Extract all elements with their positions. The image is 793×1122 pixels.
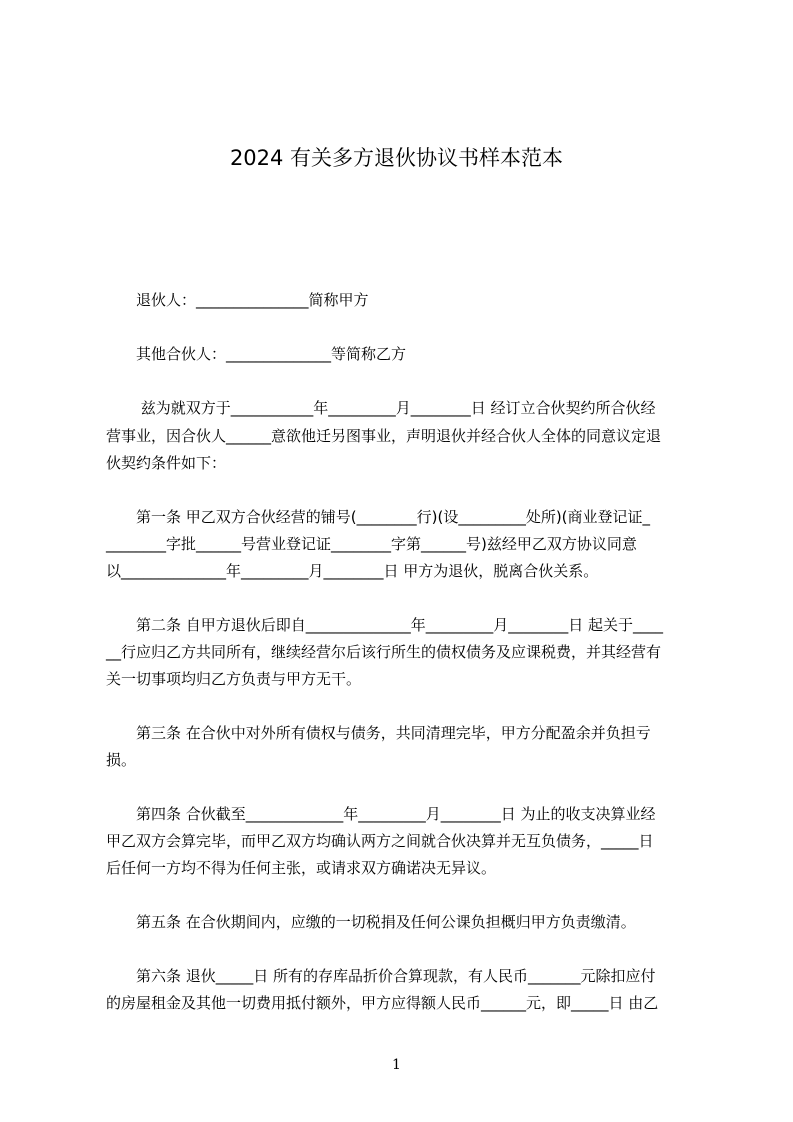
preamble-line: 伙契约条件如下： (106, 454, 227, 472)
party-b-line: 其他合伙人：______________等简称乙方 (106, 345, 407, 363)
preamble-line: 兹为就双方于___________年_________月________日 经订立合伙契约所合伙经 (106, 399, 656, 417)
article-1-line: 第一条 甲乙双方合伙经营的铺号(________行)(设_________处所)(商业登记证_ (106, 508, 651, 526)
article-3-line: 第三条 在合伙中对外所有债权与债务，共同清理完毕，甲方分配盈余并负担亏 (106, 724, 651, 742)
article-2-line: 关一切事项均归乙方负责与甲方无干。 (106, 670, 362, 688)
article-6-line: 的房屋租金及其他一切费用抵付额外，甲方应得额人民币______元，即_____日 由乙 (106, 994, 659, 1012)
party-a-line: 退伙人：_______________简称甲方 (106, 291, 369, 309)
article-4-line: 甲乙双方会算完毕，而甲乙双方均确认两方之间就合伙决算并无互负债务，_____日 (106, 832, 654, 850)
article-1-line: ________字批______号营业登记证________字第______号)兹经甲乙双方协议同意 (106, 535, 637, 553)
article-6-line: 第六条 退伙_____日 所有的存库品折价合算现款，有人民币_______元除扣应付 (106, 967, 656, 985)
article-4-line: 第四条 合伙截至_____________年_________月________日 为止的收支决算业经 (106, 805, 656, 823)
article-2-line: 第二条 自甲方退伙后即自______________年_________月________日 起关于____ (106, 616, 664, 634)
article-2-line: __行应归乙方共同所有，继续经营尔后该行所生的债权债务及应课税费，并其经营有 (106, 643, 662, 661)
article-5-line: 第五条 在合伙期间内，应缴的一切税捐及任何公课负担概归甲方负责缴清。 (106, 913, 636, 931)
page-number: 1 (392, 1057, 401, 1073)
preamble-line: 营事业，因合伙人______意欲他迁另图事业，声明退伙并经合伙人全体的同意议定退 (106, 427, 662, 445)
document-title: 2024 有关多方退伙协议书样本范本 (229, 146, 564, 170)
article-4-line: 后任何一方均不得为任何主张，或请求双方确诺决无异议。 (106, 859, 497, 877)
article-3-line: 损。 (106, 751, 137, 769)
article-1-line: 以______________年_________月________日 甲方为退伙，脱离合伙关系。 (106, 562, 599, 580)
